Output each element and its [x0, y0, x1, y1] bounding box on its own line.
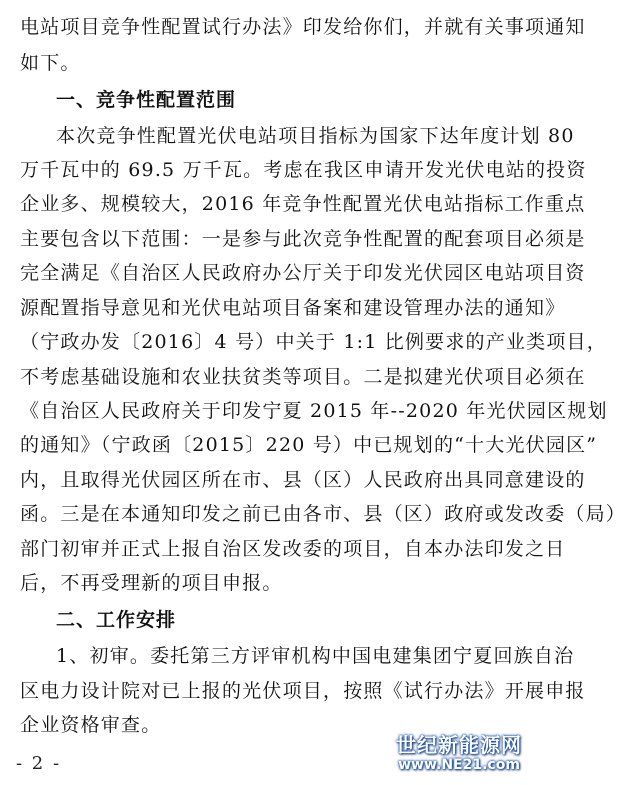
text-line-2: 如下。	[20, 52, 81, 74]
text-line-11: 不考虑基础设施和农业扶贫类等项目。二是拟建光伏项目必须在	[20, 366, 586, 388]
text-line-4: 本次竞争性配置光伏电站项目指标为国家下达年度计划 80	[56, 125, 575, 147]
text-line-9: 源配置指导意见和光伏电站项目备案和建设管理办法的通知》	[20, 297, 566, 319]
text-line-10: （宁政办发〔2016〕4 号）中关于 1:1 比例要求的产业类项目，	[20, 331, 607, 353]
watermark-logo	[395, 733, 523, 779]
text-line-7: 主要包含以下范围：一是参与此次竞争性配置的配套项目必须是	[20, 228, 586, 250]
text-line-19: 1、初审。委托第三方评审机构中国电建集团宁夏回族自治	[56, 645, 575, 667]
text-line-5: 万千瓦中的 69.5 万千瓦。考虑在我区申请开发光伏电站的投资	[20, 159, 587, 181]
page-number: - 2 -	[16, 753, 62, 774]
section-heading-scope: 一、竞争性配置范围	[56, 89, 237, 111]
text-line-14: 内，且取得光伏园区所在市、县（区）人民政府出具同意建设的	[20, 469, 586, 491]
text-line-15: 函。三是在本通知印发之前已由各市、县（区）政府或发改委（局）	[20, 503, 626, 525]
text-line-13: 的通知》（宁政函〔2015〕220 号）中已规划的“十大光伏园区”	[20, 434, 598, 456]
text-line-6: 企业多、规模较大，2016 年竞争性配置光伏电站指标工作重点	[20, 193, 586, 215]
text-line-1: 电站项目竞争性配置试行办法》印发给你们，并就有关事项通知	[20, 16, 586, 38]
watermark-url: www.NE21.com	[398, 757, 520, 773]
text-line-16: 部门初审并正式上报自治区发改委的项目，自本办法印发之日	[20, 538, 566, 560]
watermark-site-name: 世纪新能源网	[396, 733, 522, 757]
text-line-20: 区电力设计院对已上报的光伏项目，按照《试行办法》开展申报	[20, 680, 586, 702]
text-line-17: 后，不再受理新的项目申报。	[20, 572, 283, 594]
text-line-8: 完全满足《自治区人民政府办公厅关于印发光伏园区电站项目资	[20, 262, 586, 284]
text-line-21: 企业资格审查。	[20, 714, 162, 736]
section-heading-arrangement: 二、工作安排	[56, 609, 177, 631]
text-line-12: 《自治区人民政府关于印发宁夏 2015 年--2020 年光伏园区规划	[20, 400, 608, 422]
